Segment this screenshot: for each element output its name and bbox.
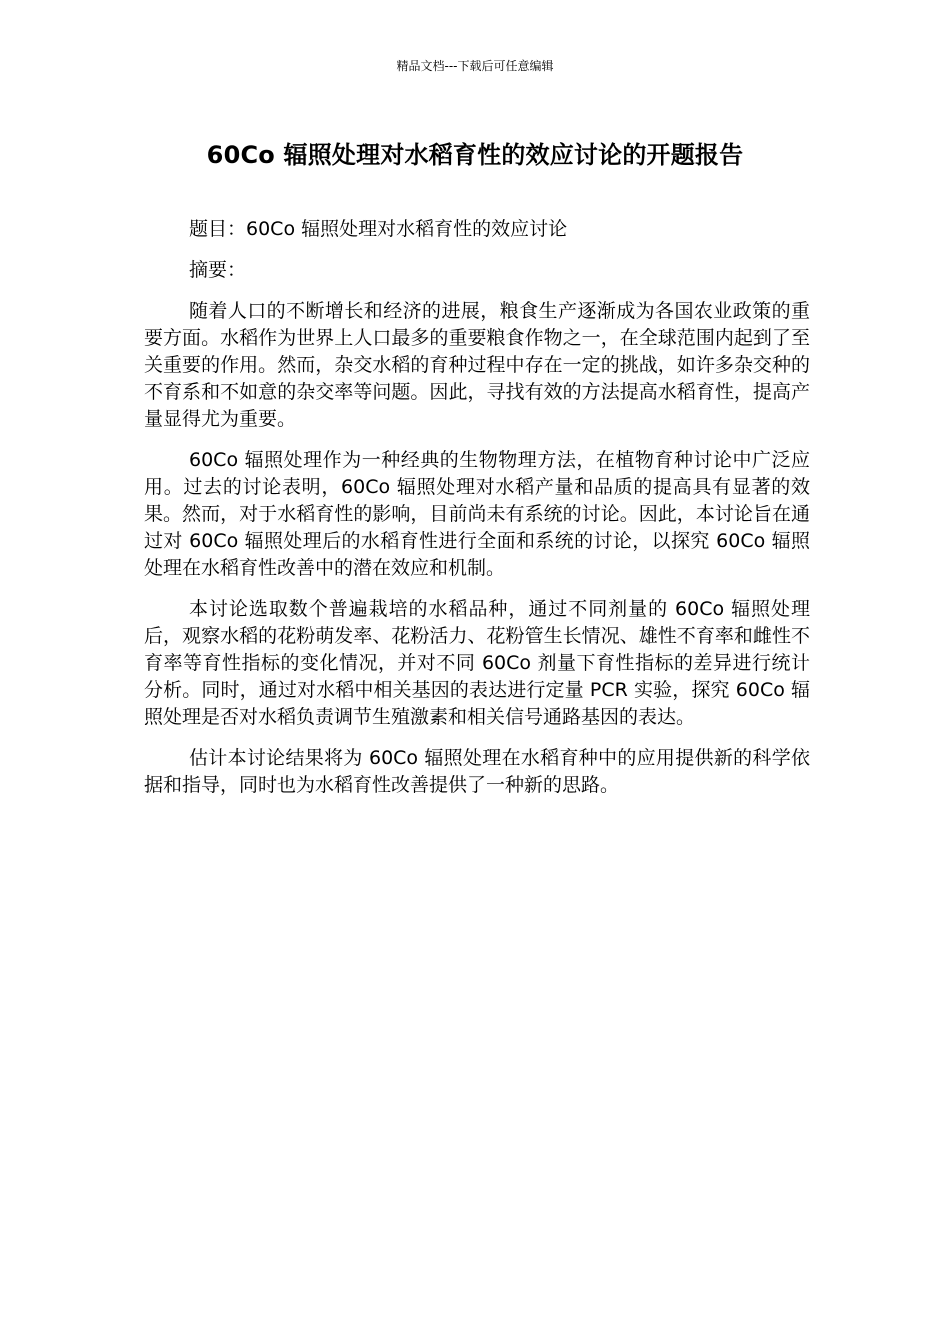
paragraph-4: 估计本讨论结果将为 60Co 辐照处理在水稻育种中的应用提供新的科学依据和指导，同时也为水稻育性改善提供了一种新的思路。 — [144, 747, 810, 796]
paragraph-1: 随着人口的不断增长和经济的进展，粮食生产逐渐成为各国农业政策的重要方面。水稻作为世界上人口最多的重要粮食作物之一，在全球范围内起到了至关重要的作用。然而，杂交水稻的育种过程中存在一定的挑战，如许多杂交种的不育系和不如意的杂交率等问题。因此，寻找有效的方法提高水稻育性，提高产量显得尤为重要。 — [144, 300, 810, 430]
paragraph-2: 60Co 辐照处理作为一种经典的生物物理方法，在植物育种讨论中广泛应用。过去的讨论表明，60Co 辐照处理对水稻产量和品质的提高具有显著的效果。然而，对于水稻育性的影响，目前尚未有系统的讨论。因此，本讨论旨在通过对 60Co 辐照处理后的水稻育性进行全面和系统的讨论，以探究 60Co 辐照处理在水稻育性改善中的潜在效应和机制。 — [144, 449, 810, 579]
topic-line: 题目：60Co 辐照处理对水稻育性的效应讨论 — [189, 218, 568, 240]
document-body — [144, 216, 810, 813]
header-note: 精品文档---下载后可任意编辑 — [396, 59, 554, 73]
document-title: 60Co 辐照处理对水稻育性的效应讨论的开题报告 — [206, 141, 744, 169]
paragraph-3: 本讨论选取数个普遍栽培的水稻品种，通过不同剂量的 60Co 辐照处理后，观察水稻的花粉萌发率、花粉活力、花粉管生长情况、雄性不育率和雌性不育率等育性指标的变化情况，并对不同 60Co 剂量下育性指标的差异进行统计分析。同时，通过对水稻中相关基因的表达进行定量 PCR 实验，探究 60Co 辐照处理是否对水稻负责调节生殖激素和相关信号通路基因的表达。 — [144, 598, 810, 728]
abstract-label: 摘要： — [189, 259, 247, 281]
